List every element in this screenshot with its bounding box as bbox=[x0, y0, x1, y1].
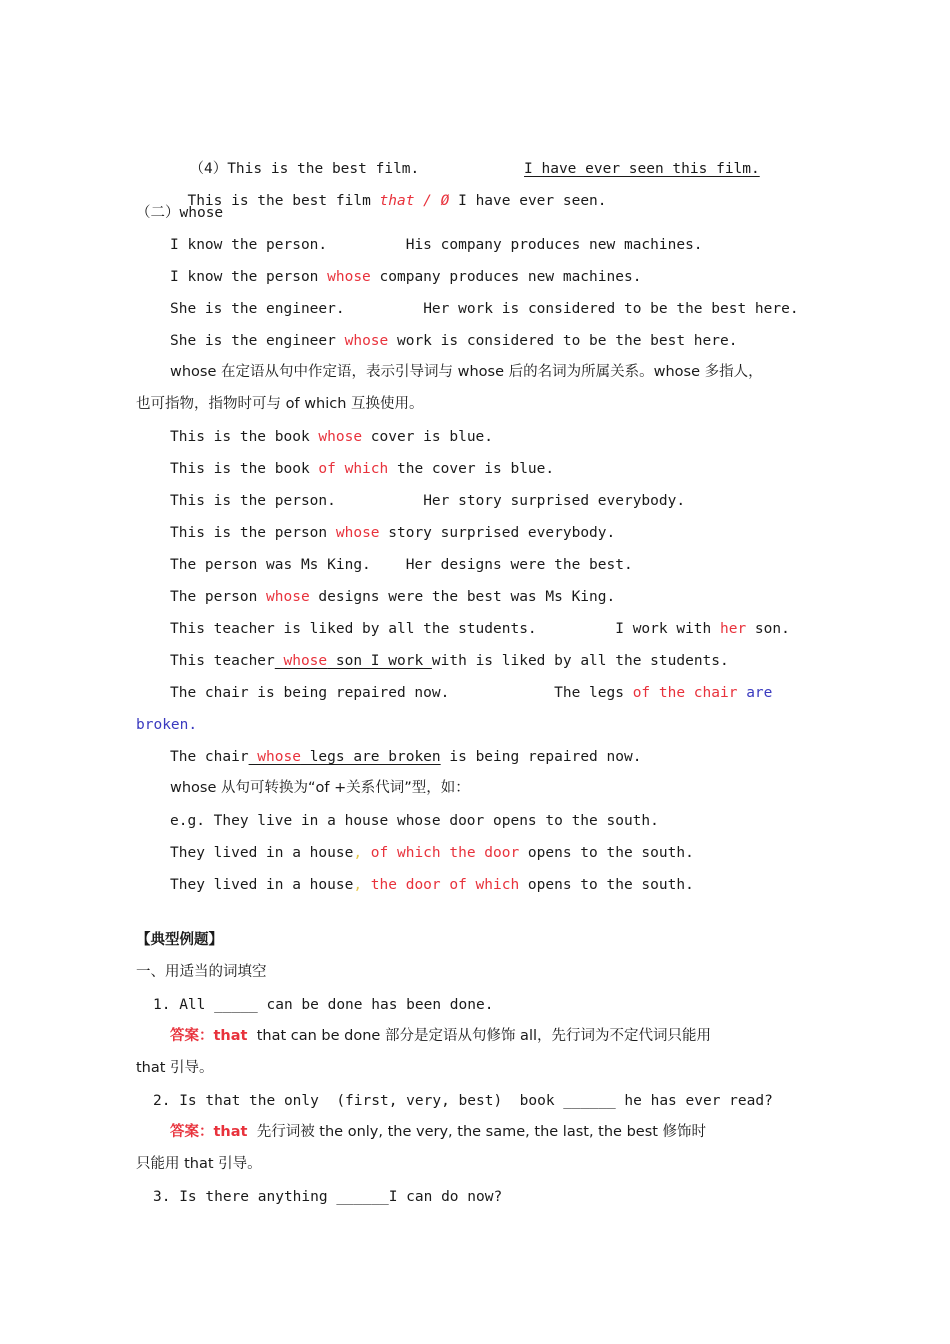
sentence-text: company produces new machines. bbox=[370, 269, 642, 285]
sentence-line bbox=[170, 683, 772, 703]
sentence-line bbox=[170, 619, 790, 639]
example-line bbox=[170, 875, 694, 895]
sentence-text: （4）This is the best film. bbox=[189, 161, 420, 177]
sentence-text: This is the book bbox=[170, 429, 319, 445]
sentence-text: opens to the south. bbox=[519, 877, 694, 893]
example-line: e.g. They live in a house whose door opens to the south. bbox=[170, 813, 659, 829]
sentence-line bbox=[170, 491, 685, 511]
highlighted-word: her bbox=[720, 621, 747, 637]
sentence-text: They lived in a house bbox=[170, 877, 354, 893]
sentence-line bbox=[170, 651, 729, 671]
sentence-text: The chair bbox=[170, 749, 249, 765]
sentence-text: This is the best film bbox=[187, 193, 380, 209]
question-3: 3. Is there anything ______I can do now? bbox=[153, 1189, 503, 1205]
sentence-text: is being repaired now. bbox=[440, 749, 642, 765]
sentence-text: His company produces new machines. bbox=[405, 237, 703, 253]
sentence-line bbox=[170, 587, 615, 607]
sentence-text: This teacher is liked by all the students. bbox=[170, 621, 537, 637]
sentence-text: They lived in a house bbox=[170, 845, 354, 861]
question-1: 1. All _____ can be done has been done. bbox=[153, 997, 494, 1013]
sentence-line bbox=[170, 747, 641, 767]
sentence-line bbox=[170, 555, 633, 575]
sentence-text: with is liked by all the students. bbox=[431, 653, 729, 669]
sentence-line bbox=[170, 299, 799, 319]
relative-pronoun: that / Ø bbox=[379, 193, 450, 209]
sentence-text: Her work is considered to be the best here. bbox=[423, 301, 799, 317]
sentence-text: the cover is blue. bbox=[388, 461, 555, 477]
subsection-heading: 一、用适当的词填空 bbox=[136, 964, 267, 980]
sentence-line bbox=[170, 523, 615, 543]
sentence-text: The legs bbox=[554, 685, 633, 701]
sentence-text: This is the book bbox=[170, 461, 319, 477]
comma: , bbox=[353, 845, 363, 861]
explanation-line: 也可指物，指物时可与 of which 互换使用。 bbox=[136, 396, 424, 412]
highlighted-phrase: of which the door bbox=[362, 845, 520, 861]
sentence-text: Her designs were the best. bbox=[405, 557, 633, 573]
sentence-text: The person bbox=[170, 589, 267, 605]
sentence-text: I work with bbox=[615, 621, 720, 637]
sentence-text: designs were the best was Ms King. bbox=[309, 589, 616, 605]
subsection-heading: （二）whose bbox=[136, 205, 224, 221]
explanation-line: whose 在定语从句中作定语，表示引导词与 whose 后的名词为所属关系。whose 多指人， bbox=[170, 364, 763, 380]
answer-label: 答案：that bbox=[170, 1028, 248, 1044]
relative-pronoun: of which bbox=[318, 461, 389, 477]
sentence-text: cover is blue. bbox=[362, 429, 494, 445]
sentence-text: She is the engineer bbox=[170, 333, 345, 349]
underlined-clause: son I work bbox=[327, 653, 432, 669]
answer-label: 答案：that bbox=[170, 1124, 248, 1140]
comma: , bbox=[353, 877, 363, 893]
highlighted-verb: are bbox=[737, 685, 773, 701]
question-2: 2. Is that the only (first, very, best) book ______ he has ever read? bbox=[153, 1093, 773, 1109]
underlined-clause: I have ever seen this film. bbox=[524, 161, 760, 177]
relative-pronoun: whose bbox=[335, 525, 380, 541]
sentence-text: This is the person. bbox=[170, 493, 336, 509]
relative-pronoun: whose bbox=[274, 653, 328, 669]
sentence-line bbox=[170, 235, 703, 255]
sentence-line bbox=[170, 459, 554, 479]
sentence-text: This teacher bbox=[170, 653, 275, 669]
section-heading: 【典型例题】 bbox=[136, 932, 223, 948]
answer-explanation: that can be done 部分是定语从句修饰 all，先行词为不定代词只能用 bbox=[247, 1028, 711, 1044]
sentence-text: This is the person bbox=[170, 525, 336, 541]
answer-explanation: that 引导。 bbox=[136, 1060, 214, 1076]
relative-pronoun: whose bbox=[318, 429, 363, 445]
sentence-line bbox=[170, 171, 607, 211]
sentence-text: The person was Ms King. bbox=[170, 557, 371, 573]
sentence-text: Her story surprised everybody. bbox=[423, 493, 686, 509]
answer-explanation: 先行词被 the only, the very, the same, the last, the best 修饰时 bbox=[247, 1124, 707, 1140]
sentence-text: She is the engineer. bbox=[170, 301, 345, 317]
sentence-text: The chair is being repaired now. bbox=[170, 685, 450, 701]
example-line bbox=[170, 843, 694, 863]
answer-line bbox=[170, 1122, 706, 1142]
relative-pronoun: whose bbox=[266, 589, 310, 605]
sentence-line bbox=[170, 331, 737, 351]
sentence-text: I know the person. bbox=[170, 237, 328, 253]
sentence-text: I have ever seen. bbox=[449, 193, 607, 209]
relative-pronoun: whose bbox=[344, 333, 389, 349]
answer-line bbox=[170, 1026, 711, 1046]
sentence-text: story surprised everybody. bbox=[379, 525, 616, 541]
explanation-line: whose 从句可转换为“of +关系代词”型，如： bbox=[170, 780, 470, 796]
sentence-line bbox=[170, 267, 641, 287]
highlighted-phrase: of the chair bbox=[632, 685, 738, 701]
sentence-line bbox=[170, 427, 493, 447]
underlined-clause: legs are broken bbox=[300, 749, 441, 765]
sentence-text: work is considered to be the best here. bbox=[388, 333, 738, 349]
answer-explanation: 只能用 that 引导。 bbox=[136, 1156, 262, 1172]
relative-pronoun: whose bbox=[327, 269, 371, 285]
sentence-text: opens to the south. bbox=[519, 845, 694, 861]
sentence-continuation: broken. bbox=[136, 717, 198, 733]
sentence-text: son. bbox=[746, 621, 790, 637]
sentence-text: I know the person bbox=[170, 269, 328, 285]
highlighted-phrase: the door of which bbox=[362, 877, 520, 893]
relative-pronoun: whose bbox=[248, 749, 301, 765]
